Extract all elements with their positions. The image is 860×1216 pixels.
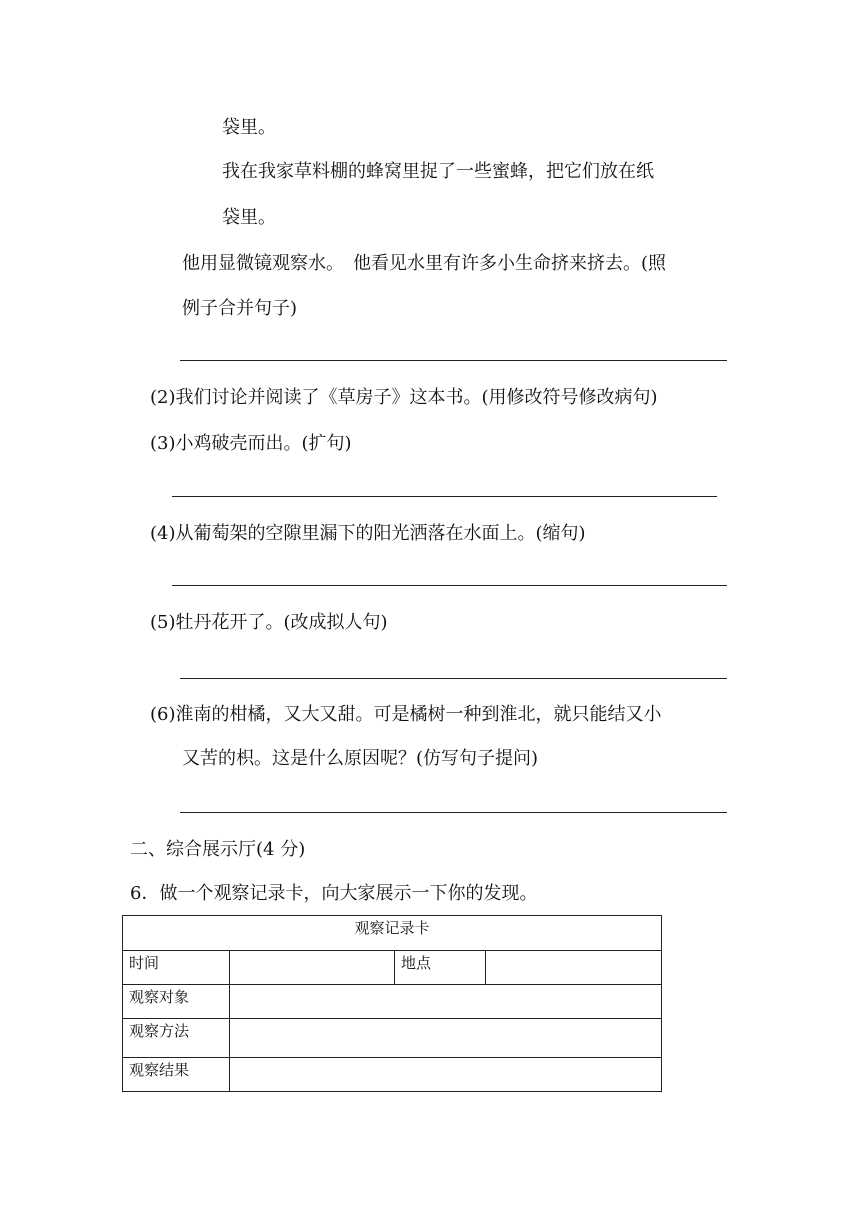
answer-line[interactable] (180, 678, 727, 679)
question-title: 6．做一个观察记录卡，向大家展示一下你的发现。 (130, 883, 538, 904)
method-field[interactable] (230, 1019, 662, 1058)
time-label: 时间 (123, 951, 230, 985)
card-title: 观察记录卡 (123, 916, 662, 951)
question-6-line2: 又苦的枳。这是什么原因呢？(仿写句子提问) (182, 748, 539, 769)
question-4: (4)从葡萄架的空隙里漏下的阳光洒落在水面上。(缩句) (150, 523, 586, 544)
text-line: 袋里。 (222, 117, 276, 138)
method-label: 观察方法 (123, 1019, 230, 1058)
object-field[interactable] (230, 985, 662, 1019)
question-6-line1: (6)淮南的柑橘，又大又甜。可是橘树一种到淮北，就只能结又小 (150, 704, 662, 725)
answer-line[interactable] (172, 496, 717, 497)
answer-line[interactable] (180, 812, 727, 813)
place-field[interactable] (486, 951, 662, 985)
question-2: (2)我们讨论并阅读了《草房子》这本书。(用修改符号修改病句) (150, 387, 658, 408)
time-field[interactable] (230, 951, 395, 985)
result-field[interactable] (230, 1058, 662, 1092)
text-line: 他用显微镜观察水。 他看见水里有许多小生命挤来挤去。(照 (182, 253, 667, 274)
observation-card-table (122, 915, 662, 1092)
result-label: 观察结果 (123, 1058, 230, 1092)
text-line: 例子合并句子) (182, 298, 298, 319)
text-line: 我在我家草料棚的蜂窝里捉了一些蜜蜂，把它们放在纸 (222, 161, 654, 182)
text-line: 袋里。 (222, 207, 276, 228)
question-3: (3)小鸡破壳而出。(扩句) (150, 433, 352, 454)
place-label: 地点 (395, 951, 486, 985)
answer-line[interactable] (180, 360, 727, 361)
section-heading: 二、综合展示厅(4 分) (130, 839, 306, 860)
question-5: (5)牡丹花开了。(改成拟人句) (150, 612, 388, 633)
object-label: 观察对象 (123, 985, 230, 1019)
answer-line[interactable] (172, 585, 727, 586)
